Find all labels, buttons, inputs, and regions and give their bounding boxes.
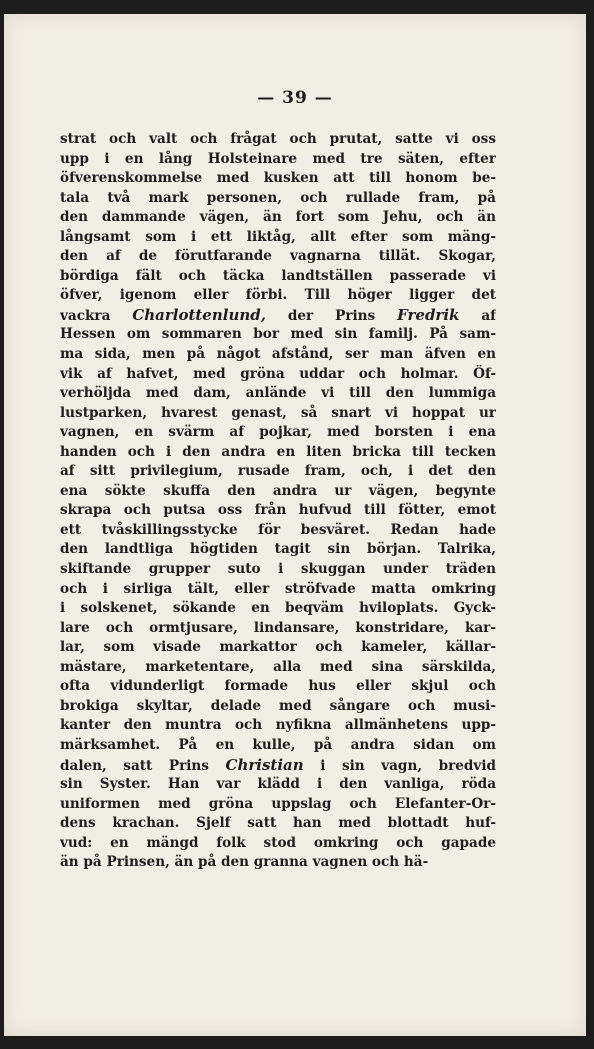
text-line: sin Syster. Han var klädd i den vanliga, röda [60, 776, 496, 793]
text-line: vagnen, en svärm af pojkar, med borsten i ena [60, 424, 496, 441]
text-line: den dammande vägen, än fort som Jehu, och än [60, 209, 496, 226]
text-line: ofta vidunderligt formade hus eller skjul och [60, 678, 496, 695]
text-line: lustparken, hvarest genast, så snart vi hoppat ur [60, 404, 496, 421]
text-line: den landtliga högtiden tagit sin början. Talrika, [60, 541, 496, 558]
text-line: vud: en mängd folk stod omkring och gapade [60, 834, 496, 851]
text-line: vik af hafvet, med gröna uddar och holmar. Öf- [60, 365, 496, 382]
text-line: kanter den muntra och nyfikna allmänhetens upp- [60, 717, 496, 734]
text-line: långsamt som i ett liktåg, allt efter som mäng- [60, 228, 496, 245]
text-line: af sitt privilegium, rusade fram, och, i det den [60, 463, 496, 480]
text-line: upp i en lång Holsteinare med tre säten, efter [60, 150, 496, 167]
text-line: öfverenskommelse med kusken att till honom be- [60, 170, 496, 187]
text-line: märksamhet. På en kulle, på andra sidan om [60, 736, 496, 753]
book-page [4, 14, 586, 1036]
text-line: uniformen med gröna uppslag och Elefanter-Or- [60, 795, 496, 812]
text-line: den af de förutfarande vagnarna tillät. Skogar, [60, 248, 496, 265]
proper-name: Christian [225, 755, 304, 774]
text-line: dalen, satt Prins Christian i sin vagn, bredvid [60, 755, 496, 774]
text-line: Hessen om sommaren bor med sin familj. På sam- [60, 326, 496, 343]
proper-name: Charlottenlund, [132, 305, 266, 324]
text-line: skrapa och putsa oss från hufvud till fötter, emot [60, 502, 496, 519]
text-line: handen och i den andra en liten bricka till tecken [60, 443, 496, 460]
page-number: — 39 — [257, 88, 333, 108]
text-line: mästare, marketentare, alla med sina särskilda, [60, 658, 496, 675]
body-text [60, 130, 496, 873]
text-line: brokiga skyltar, delade med sångare och musi- [60, 697, 496, 714]
text-line: dens krachan. Sjelf satt han med blottadt huf- [60, 815, 496, 832]
text-line: skiftande grupper suto i skuggan under träden [60, 561, 496, 578]
text-line: i solskenet, sökande en beqväm hviloplats. Gyck- [60, 600, 496, 617]
text-line: och i sirliga tält, eller ströfvade matta omkring [60, 580, 496, 597]
text-line: öfver, igenom eller förbi. Till höger ligger det [60, 287, 496, 304]
text-line: lar, som visade markattor och kameler, källar- [60, 639, 496, 656]
text-line: lare och ormtjusare, lindansare, konstridare, kar- [60, 619, 496, 636]
text-line: bördiga fält och täcka landtställen passerade vi [60, 267, 496, 284]
text-line: ett tvåskillingsstycke för besväret. Redan hade [60, 521, 496, 538]
text-line: än på Prinsen, än på den granna vagnen och hä- [60, 854, 429, 871]
text-line: vackra Charlottenlund, der Prins Fredrik af [60, 305, 496, 324]
text-line: tala två mark personen, och rullade fram, på [60, 189, 496, 206]
text-line: ena sökte skuffa den andra ur vägen, begynte [60, 482, 496, 499]
proper-name: Fredrik [397, 305, 460, 324]
text-line: strat och valt och frågat och prutat, satte vi oss [60, 131, 496, 147]
text-line: verhöljda med dam, anlände vi till den lummiga [60, 385, 496, 402]
text-line: ma sida, men på något afstånd, ser man äfven en [60, 346, 496, 363]
